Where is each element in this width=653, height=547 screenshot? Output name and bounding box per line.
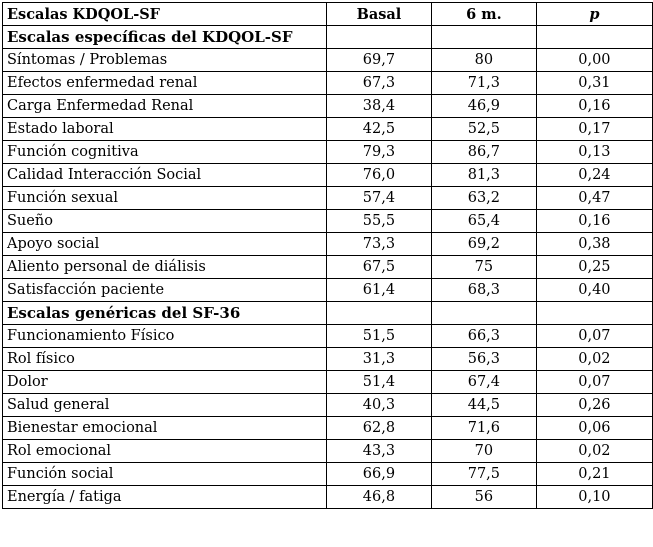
table-row [3, 72, 653, 95]
p-value-cell: 0,21 [536, 463, 652, 486]
header-scale: Escalas KDQOL-SF [3, 3, 327, 26]
scale-name-cell: Aliento personal de diálisis [3, 256, 327, 279]
p-value-cell: 0,40 [536, 279, 652, 302]
table-row [3, 417, 653, 440]
p-value-cell: 0,24 [536, 164, 652, 187]
table-row [3, 49, 653, 72]
basal-value-cell: 67,3 [326, 72, 431, 95]
table-row [3, 210, 653, 233]
scale-name-cell: Bienestar emocional [3, 417, 327, 440]
six-month-value-cell: 52,5 [432, 118, 537, 141]
six-month-value-cell: 68,3 [432, 279, 537, 302]
empty-cell [432, 26, 537, 49]
empty-cell [536, 302, 652, 325]
six-month-value-cell: 71,6 [432, 417, 537, 440]
table-row [3, 141, 653, 164]
six-month-value-cell: 44,5 [432, 394, 537, 417]
six-month-value-cell: 81,3 [432, 164, 537, 187]
six-month-value-cell: 66,3 [432, 325, 537, 348]
empty-cell [536, 26, 652, 49]
p-value-cell: 0,07 [536, 325, 652, 348]
basal-value-cell: 76,0 [326, 164, 431, 187]
six-month-value-cell: 70 [432, 440, 537, 463]
six-month-value-cell: 56 [432, 486, 537, 509]
six-month-value-cell: 69,2 [432, 233, 537, 256]
six-month-value-cell: 56,3 [432, 348, 537, 371]
six-month-value-cell: 75 [432, 256, 537, 279]
empty-cell [326, 302, 431, 325]
basal-value-cell: 55,5 [326, 210, 431, 233]
section-title: Escalas específicas del KDQOL-SF [3, 26, 327, 49]
p-value-cell: 0,16 [536, 95, 652, 118]
empty-cell [326, 26, 431, 49]
scale-name-cell: Satisfacción paciente [3, 279, 327, 302]
six-month-value-cell: 86,7 [432, 141, 537, 164]
scale-name-cell: Efectos enfermedad renal [3, 72, 327, 95]
scale-name-cell: Función sexual [3, 187, 327, 210]
p-value-cell: 0,25 [536, 256, 652, 279]
p-value-cell: 0,02 [536, 440, 652, 463]
scale-name-cell: Salud general [3, 394, 327, 417]
six-month-value-cell: 46,9 [432, 95, 537, 118]
table-row [3, 348, 653, 371]
scale-name-cell: Estado laboral [3, 118, 327, 141]
p-value-cell: 0,00 [536, 49, 652, 72]
table-row [3, 256, 653, 279]
scale-name-cell: Funcionamiento Físico [3, 325, 327, 348]
scale-name-cell: Apoyo social [3, 233, 327, 256]
empty-cell [432, 302, 537, 325]
six-month-value-cell: 71,3 [432, 72, 537, 95]
p-value-cell: 0,16 [536, 210, 652, 233]
scale-name-cell: Rol emocional [3, 440, 327, 463]
basal-value-cell: 79,3 [326, 141, 431, 164]
p-value-cell: 0,26 [536, 394, 652, 417]
basal-value-cell: 43,3 [326, 440, 431, 463]
table-row [3, 118, 653, 141]
six-month-value-cell: 67,4 [432, 371, 537, 394]
basal-value-cell: 51,4 [326, 371, 431, 394]
basal-value-cell: 38,4 [326, 95, 431, 118]
header-basal: Basal [326, 3, 431, 26]
header-6m: 6 m. [432, 3, 537, 26]
basal-value-cell: 40,3 [326, 394, 431, 417]
table-row [3, 486, 653, 509]
table-row [3, 95, 653, 118]
basal-value-cell: 51,5 [326, 325, 431, 348]
basal-value-cell: 69,7 [326, 49, 431, 72]
table-row [3, 233, 653, 256]
table-row [3, 164, 653, 187]
basal-value-cell: 66,9 [326, 463, 431, 486]
basal-value-cell: 31,3 [326, 348, 431, 371]
kdqol-results-table [2, 2, 653, 509]
scale-name-cell: Dolor [3, 371, 327, 394]
six-month-value-cell: 80 [432, 49, 537, 72]
p-value-cell: 0,07 [536, 371, 652, 394]
basal-value-cell: 62,8 [326, 417, 431, 440]
header-row [3, 3, 653, 26]
section-header-row [3, 26, 653, 49]
basal-value-cell: 67,5 [326, 256, 431, 279]
table-row [3, 394, 653, 417]
scale-name-cell: Función social [3, 463, 327, 486]
basal-value-cell: 57,4 [326, 187, 431, 210]
section-header-row [3, 302, 653, 325]
table-row [3, 325, 653, 348]
p-value-cell: 0,31 [536, 72, 652, 95]
table-row [3, 187, 653, 210]
six-month-value-cell: 63,2 [432, 187, 537, 210]
table-body [3, 26, 653, 509]
basal-value-cell: 46,8 [326, 486, 431, 509]
basal-value-cell: 42,5 [326, 118, 431, 141]
scale-name-cell: Calidad Interacción Social [3, 164, 327, 187]
scale-name-cell: Sueño [3, 210, 327, 233]
p-value-cell: 0,17 [536, 118, 652, 141]
table-row [3, 440, 653, 463]
scale-name-cell: Función cognitiva [3, 141, 327, 164]
table-row [3, 279, 653, 302]
six-month-value-cell: 65,4 [432, 210, 537, 233]
scale-name-cell: Carga Enfermedad Renal [3, 95, 327, 118]
scale-name-cell: Síntomas / Problemas [3, 49, 327, 72]
p-value-cell: 0,10 [536, 486, 652, 509]
table-row [3, 371, 653, 394]
six-month-value-cell: 77,5 [432, 463, 537, 486]
p-value-cell: 0,47 [536, 187, 652, 210]
scale-name-cell: Rol físico [3, 348, 327, 371]
header-p: p [536, 3, 652, 26]
p-value-cell: 0,38 [536, 233, 652, 256]
p-value-cell: 0,02 [536, 348, 652, 371]
p-value-cell: 0,06 [536, 417, 652, 440]
section-title: Escalas genéricas del SF-36 [3, 302, 327, 325]
scale-name-cell: Energía / fatiga [3, 486, 327, 509]
basal-value-cell: 61,4 [326, 279, 431, 302]
basal-value-cell: 73,3 [326, 233, 431, 256]
table-row [3, 463, 653, 486]
p-value-cell: 0,13 [536, 141, 652, 164]
